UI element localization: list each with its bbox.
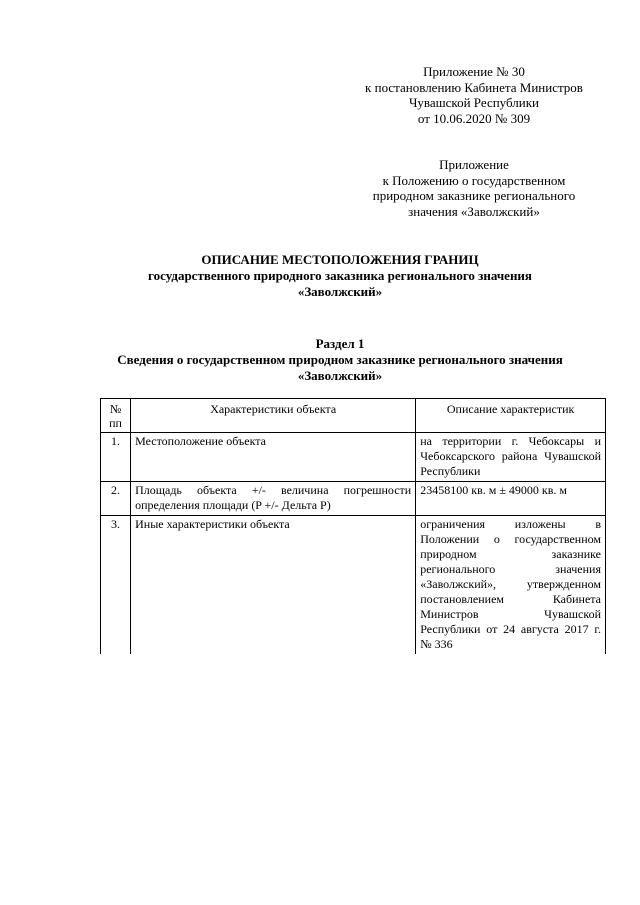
header-number-abbrev: пп — [109, 416, 122, 430]
row-number: 1. — [101, 433, 131, 482]
appendix-line: природном заказнике регионального — [372, 188, 576, 203]
table-row — [101, 516, 606, 655]
table-row — [101, 433, 606, 482]
appendix-line: к Положению о государственном — [382, 172, 566, 188]
header-characteristics: Характеристики объекта — [131, 399, 416, 433]
section-number: Раздел 1 — [315, 336, 365, 351]
appendix-header-regulation — [340, 157, 608, 219]
appendix-line: Чувашской Республики — [408, 95, 540, 110]
document-title — [90, 252, 590, 300]
appendix-line: Приложение № 30 — [423, 64, 525, 79]
header-number-sign: № — [109, 402, 122, 416]
appendix-line: к постановлению Кабинета Министров — [365, 79, 583, 95]
row-description: на территории г. Чебоксары и Чебоксарского района Чувашской Республики — [416, 433, 606, 482]
section-title-line: Сведения о государственном природном заказнике регионального значения — [117, 352, 563, 367]
appendix-header-resolution — [340, 64, 608, 126]
row-description: 23458100 кв. м ± 49000 кв. м — [416, 482, 606, 516]
row-description: ограничения изложены в Положении о государственном природном заказнике регионального значения «Заволжский», утвержденном постановлением Кабинета Министров Чувашской Республики от 24 августа 2017 г. № 336 — [416, 516, 606, 655]
row-number: 2. — [101, 482, 131, 516]
section-title-line: «Заволжский» — [297, 368, 383, 383]
title-line-name: «Заволжский» — [297, 284, 383, 299]
title-line-sub: государственного природного заказника регионального значения — [148, 268, 532, 283]
appendix-line: значения «Заволжский» — [408, 203, 540, 219]
row-characteristic: Местоположение объекта — [131, 433, 416, 482]
table-row — [101, 482, 606, 516]
row-characteristic: Площадь объекта +/- величина погрешности определения площади (P +/- Дельта P) — [131, 482, 416, 516]
appendix-line: Приложение — [439, 157, 509, 172]
characteristics-table — [100, 398, 606, 654]
section-heading — [90, 336, 590, 384]
table-header-row — [101, 399, 606, 433]
header-number — [101, 399, 131, 433]
row-number: 3. — [101, 516, 131, 655]
title-line-main: ОПИСАНИЕ МЕСТОПОЛОЖЕНИЯ ГРАНИЦ — [201, 252, 479, 267]
header-description: Описание характеристик — [416, 399, 606, 433]
appendix-line: от 10.06.2020 № 309 — [417, 110, 531, 126]
row-characteristic: Иные характеристики объекта — [131, 516, 416, 655]
